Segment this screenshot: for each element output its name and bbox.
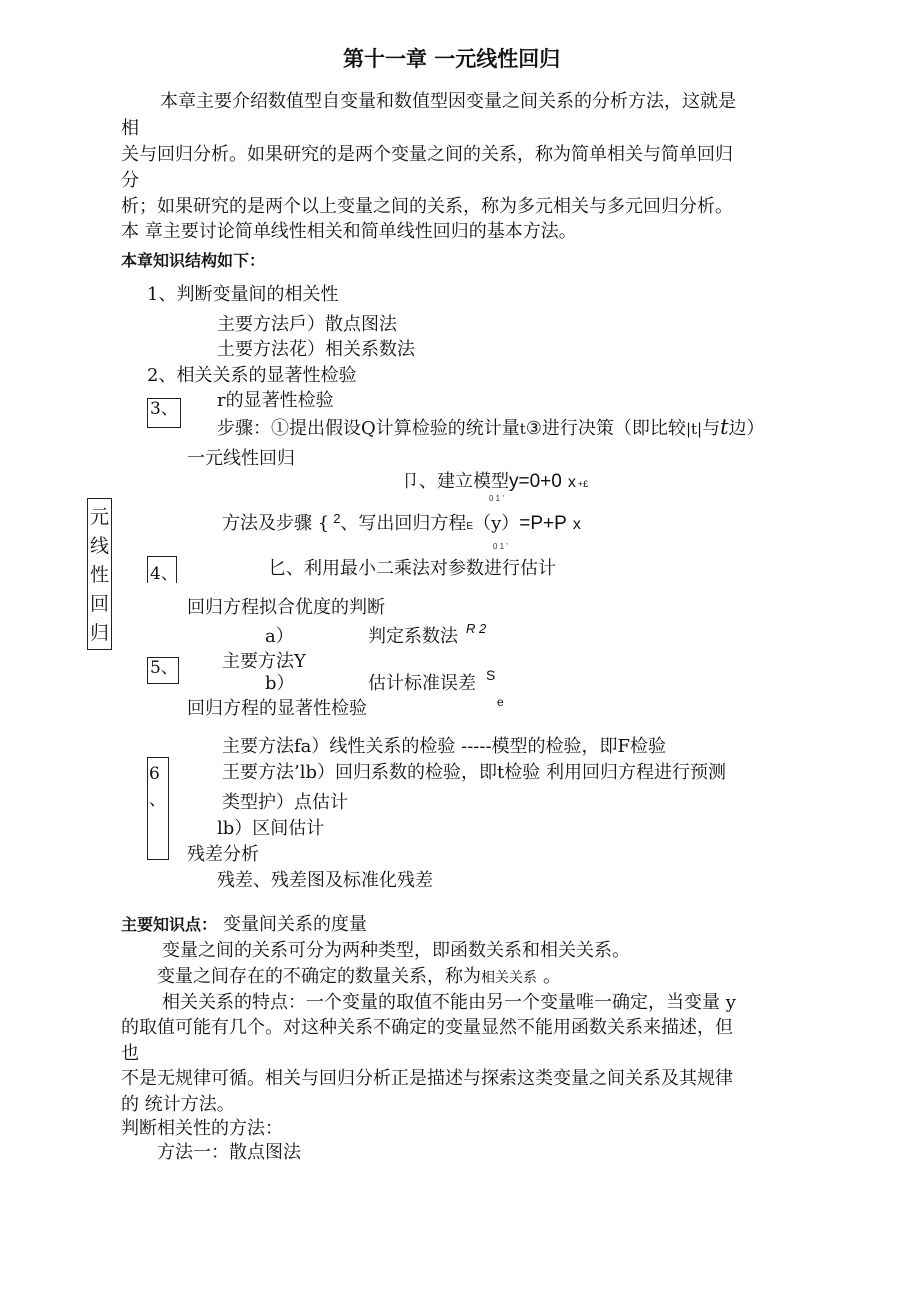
outline-item-1a: 主要方法戶）散点图法 — [217, 314, 397, 335]
side-label-char: 性 — [89, 564, 109, 586]
method-equation: =P+P — [519, 513, 567, 534]
linear-regression-heading: 一元线性回归 — [187, 448, 295, 469]
section-6-number: 6 — [149, 764, 160, 784]
side-label-char: 归 — [89, 622, 109, 644]
test-steps-b: ③进行决策（即比较 — [525, 418, 686, 439]
intro-line-1: 本章主要介绍数值型自变量和数值型因变量之间关系的分析方法，这就是 — [160, 91, 736, 112]
r-squared-symbol: R 2 — [466, 621, 487, 636]
paragraph-correlation-definition — [157, 965, 561, 990]
point-estimate: 类型护）点估计 — [222, 792, 348, 813]
intro-line-6: 本 章主要讨论简单线性相关和简单线性回归的基本方法。 — [121, 221, 577, 242]
knowledge-topic: 变量间关系的度量 — [223, 914, 368, 935]
interval-estimate: lb）区间估计 — [217, 818, 325, 839]
model-subscript-marks: 0 1 ' — [489, 494, 504, 503]
fit-main-method: 主要方法Y — [222, 651, 306, 672]
correlation-features-line-5: 的 统计方法。 — [121, 1094, 235, 1115]
correlation-definition-end: 。 — [543, 966, 561, 987]
test-steps-sub: t — [519, 420, 526, 438]
methods-heading: 判断相关性的方法： — [121, 1118, 283, 1139]
method-step-number: 2 — [333, 511, 341, 526]
r-significance-test: r的显著性检验 — [217, 390, 334, 411]
coefficient-of-determination: 判定系数法 — [368, 626, 458, 647]
side-label-char: 回 — [89, 593, 109, 615]
method-expectation: E — [466, 521, 474, 532]
correlation-term: 相关关系 — [481, 970, 537, 986]
structure-heading: 本章知识结构如下： — [121, 251, 266, 270]
knowledge-label: 主要知识点： — [121, 915, 218, 934]
page-title: 第十一章 一元线性回归 — [343, 47, 561, 71]
side-label-char: 线 — [89, 535, 109, 557]
correlation-features-line-4: 不是无规律可循。相关与回归分析正是描述与探索这类变量之间关系及其规律 — [121, 1068, 733, 1089]
coefficient-test-and-prediction: 王要方法’lb）回归系数的检验，即t检验 利用回归方程进行预测 — [222, 762, 726, 783]
model-x: x — [567, 474, 576, 491]
fit-b-tag: b） — [265, 673, 295, 694]
regression-significance-heading: 回归方程的显著性检验 — [187, 698, 367, 719]
section-3-box: 3、 — [147, 398, 181, 428]
test-steps-c: 与 — [702, 418, 721, 439]
test-steps — [217, 415, 765, 441]
method-subscript-marks: 0 1 ' — [493, 542, 508, 551]
linear-relationship-test: 主要方法fa）线性关系的检验 -----模型的检验，即F检验 — [222, 736, 667, 757]
method-x: x — [572, 516, 581, 533]
test-steps-t: t — [720, 415, 729, 439]
model-step — [401, 470, 588, 496]
method-step — [222, 507, 581, 539]
fit-a-tag: a） — [265, 626, 294, 647]
standard-error-estimate: 估计标准误差 — [368, 673, 476, 694]
intro-line-4: 分 — [121, 170, 139, 191]
test-steps-d: 边） — [728, 418, 765, 439]
method-steps-label: 方法及步骤 { — [222, 513, 330, 534]
residual-analysis-items: 残差、残差图及标准化残差 — [217, 870, 433, 891]
model-step-label: 卩、建立模型 — [401, 471, 509, 492]
model-error-sub: +£ — [577, 479, 589, 489]
method-y: （y） — [473, 513, 520, 534]
correlation-features-line-2: 的取值可能有几个。对这种关系不确定的变量显然不能用函数关系来描述，但 — [121, 1017, 733, 1038]
outline-item-2: 2、相关关系的显著性检验 — [147, 365, 357, 386]
correlation-features-line-1: 相关关系的特点：一个变量的取值不能由另一个变量唯一确定，当变量 y — [162, 992, 736, 1013]
model-equation: y=0+0 — [509, 471, 562, 492]
outline-item-1b: 土要方法花）相关系数法 — [217, 339, 415, 360]
test-steps-a: 步骤：①提出假设Q计算检验的统计量 — [217, 418, 520, 439]
intro-line-2: 相 — [121, 118, 139, 139]
residual-analysis-heading: 残差分析 — [187, 844, 259, 865]
goodness-of-fit-heading: 回归方程拟合优度的判断 — [187, 597, 385, 618]
correlation-definition-a: 变量之间存在的不确定的数量关系，称为 — [157, 966, 481, 987]
method-one-scatter: 方法一：散点图法 — [157, 1142, 301, 1163]
knowledge-points — [121, 913, 367, 937]
section-4-box: 4、 — [147, 556, 177, 583]
intro-line-3: 关与回归分析。如果研究的是两个变量之间的关系，称为简单相关与简单回归 — [121, 144, 733, 165]
side-label-box — [87, 498, 112, 650]
correlation-features-line-3: 也 — [121, 1043, 139, 1064]
intro-line-5: 析；如果研究的是两个以上变量之间的关系，称为多元相关与多元回归分析。 — [121, 196, 733, 217]
section-5-box: 5、 — [147, 657, 179, 684]
test-steps-sub2: |t| — [685, 420, 703, 438]
side-label-char: 元 — [89, 506, 109, 528]
outline-item-1: 1、判断变量间的相关性 — [147, 284, 339, 305]
s-symbol: S — [486, 667, 496, 683]
s-subscript: e — [497, 695, 504, 709]
method-step-text: 、写出回归方程 — [340, 513, 467, 534]
least-squares-step: 匕、利用最小二乘法对参数进行估计 — [268, 558, 556, 579]
paragraph-relationship-types: 变量之间的关系可分为两种类型，即函数关系和相关关系。 — [162, 940, 630, 961]
section-6-mark: 、 — [149, 790, 166, 810]
